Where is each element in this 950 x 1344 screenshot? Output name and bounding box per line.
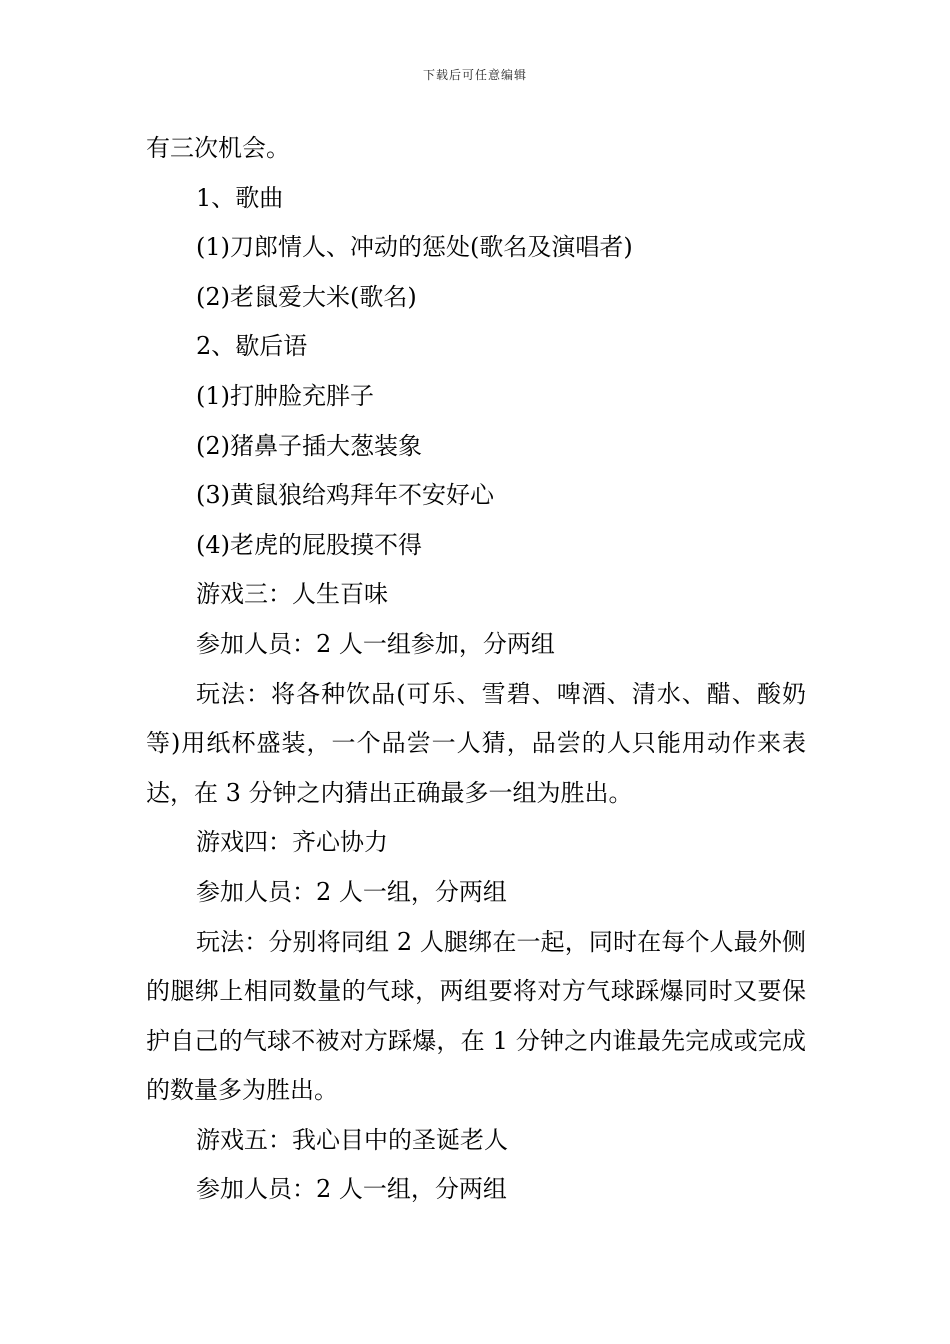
paragraph: 有三次机会。 [146, 134, 290, 162]
game-five-participants: 参加人员：2 人一组，分两组 [196, 1175, 507, 1204]
page-header: 下载后可任意编辑 [422, 68, 527, 82]
game-three-title: 游戏三：人生百味 [196, 580, 388, 609]
game-three-rules: 玩法：将各种饮品(可乐、雪碧、啤酒、清水、醋、酸奶等)用纸杯盛装，一个品尝一人猜，品尝的人只能用动作来表达，在 3 分钟之内猜出正确最多一组为胜出。 [146, 679, 806, 807]
list-item: (2)猪鼻子插大葱装象 [196, 431, 422, 460]
game-four-title: 游戏四：齐心协力 [196, 828, 388, 857]
document-body [146, 124, 806, 1215]
game-five-title: 游戏五：我心目中的圣诞老人 [196, 1125, 508, 1154]
game-three-participants: 参加人员：2 人一组参加，分两组 [196, 629, 555, 658]
list-item: (3)黄鼠狼给鸡拜年不安好心 [196, 481, 494, 510]
list-item: (2)老鼠爱大米(歌名) [196, 282, 417, 311]
game-four-participants: 参加人员：2 人一组，分两组 [196, 877, 507, 906]
game-four-rules: 玩法：分别将同组 2 人腿绑在一起，同时在每个人最外侧的腿绑上相同数量的气球，两组要将对方气球踩爆同时又要保护自己的气球不被对方踩爆，在 1 分钟之内谁最先完成或完成的数量多为胜出。 [146, 927, 806, 1105]
list-item: (1)打肿脸充胖子 [196, 381, 374, 410]
section-heading-songs: 1、歌曲 [196, 183, 284, 212]
list-item: (1)刀郎情人、冲动的惩处(歌名及演唱者) [196, 233, 633, 262]
list-item: (4)老虎的屁股摸不得 [196, 530, 422, 559]
section-heading-xiehouyu: 2、歇后语 [196, 332, 308, 361]
